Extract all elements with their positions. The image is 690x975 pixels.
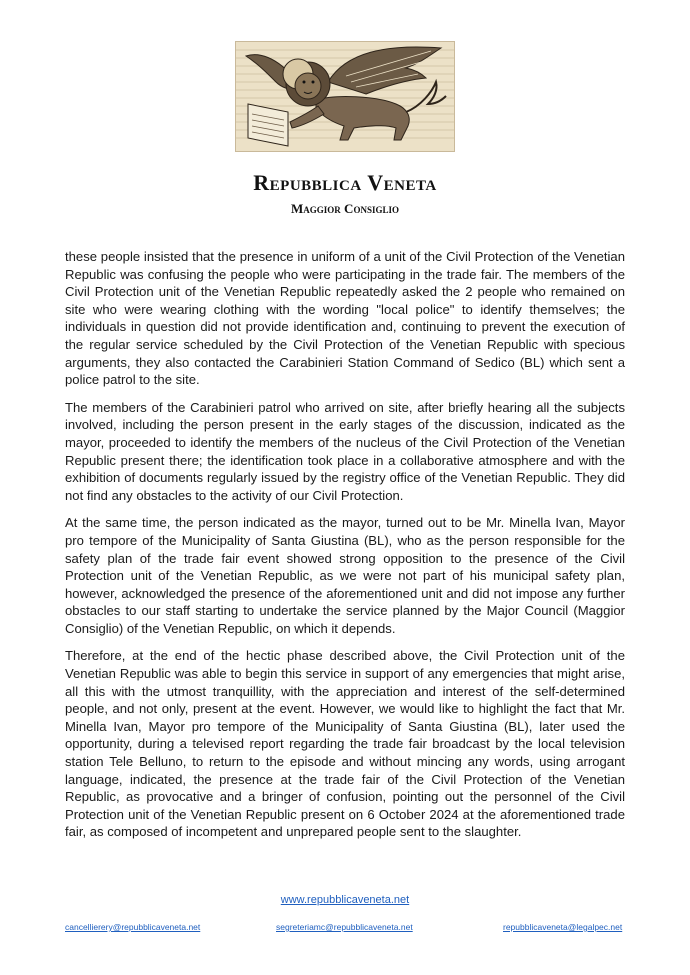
email-link-chancellery[interactable]: cancellierery@repubblicaveneta.net bbox=[65, 922, 201, 932]
document-subtitle: Maggior Consiglio bbox=[291, 201, 399, 216]
paragraph: At the same time, the person indicated as the mayor, turned out to be Mr. Minella Ivan, Mayor pro tempore of the Municipality of Santa Giustina (BL), who as the person responsible for the safety plan of the trade fair event showed strong opposition to the presence of the Civil Protection unit of the Venetian Republic, as we were not part of his municipal safety plan, however, acknowledged the presence of the aforementioned unit and did not impose any further obstacles to our staff starting to undertake the service planned by the Major Council (Maggior Consiglio) of the Venetian Republic, on which it depends. bbox=[65, 515, 625, 636]
email-link-pec[interactable]: repubblicaveneta@legalpec.net bbox=[503, 922, 623, 932]
paragraph: Therefore, at the end of the hectic phase described above, the Civil Protection unit of the Venetian Republic was able to begin this service in support of any emergencies that might arise, all this with the utmost tranquillity, with the appreciation and interest of the self-determined people, and not only, present at the event. However, we would like to highlight the fact that Mr. Minella Ivan, Mayor pro tempore of the Municipality of Santa Giustina (BL), later used the opportunity, during a televised report regarding the trade fair broadcast by the local television station Tele Belluno, to return to the episode and without mincing any words, using arrogant language, indicated, the presence at the trade fair of the Civil Protection of the Venetian Republic, as provocative and a bringer of confusion, pointing out the personnel of the Civil Protection unit of the Venetian Republic present on 6 October 2024 at the aforementioned trade fair, as composed of incompetent and unprepared people sent to the slaughter. bbox=[65, 648, 625, 840]
website-link[interactable]: www.repubblicaveneta.net bbox=[280, 894, 410, 906]
paragraph: The members of the Carabinieri patrol who arrived on site, after briefly hearing all the subjects involved, including the person present in the early stages of the discussion, indicated as the mayor, proceeded to identify the members of the nucleus of the Civil Protection of the Venetian Republic present there; the identification took place in a collaborative atmosphere and with the exhibition of documents regularly issued by the registry office of the Venetian Republic. They did not find any obstacles to the activity of our Civil Protection. bbox=[65, 399, 625, 503]
lion-of-saint-mark-icon bbox=[235, 41, 455, 152]
document-title: Repubblica Veneta bbox=[253, 170, 437, 195]
paragraph: these people insisted that the presence in uniform of a unit of the Civil Protection of the Venetian Republic was confusing the people who were participating in the trade fair. The members of the Civil Protection unit of the Venetian Republic repeatedly asked the 2 people who remained on site who were wearing clothing with the wording "local police" to identify themselves; the individuals in question did not provide identification and, continuing to prevent the execution of the regular service scheduled by the Civil Protection of the Venetian Republic with specious arguments, they also contacted the Carabinieri Station Command of Sedico (BL) which sent a police patrol to the site. bbox=[65, 249, 625, 388]
email-link-secretariat[interactable]: segreteriamc@repubblicaveneta.net bbox=[276, 922, 413, 932]
document-body bbox=[65, 248, 625, 851]
